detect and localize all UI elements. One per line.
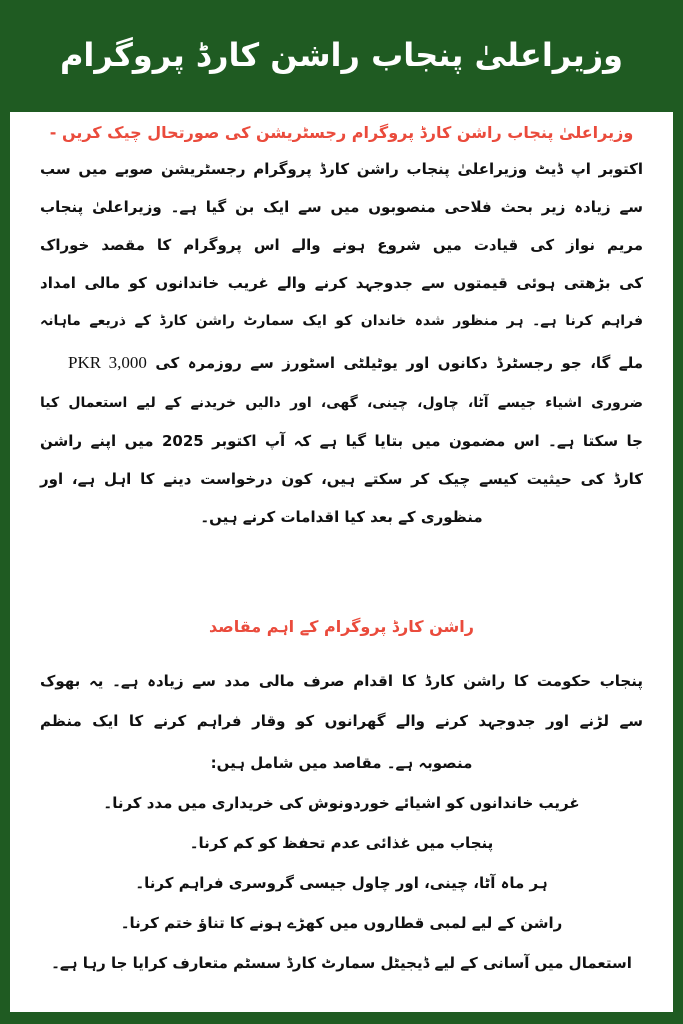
section-heading-objectives: راشن کارڈ پروگرام کے اہم مقاصد xyxy=(209,617,474,636)
objective-item: ہر ماہ آٹا، چینی، اور چاول جیسی گروسری فراہم کرنا۔ xyxy=(135,874,548,892)
monthly-amount: PKR 3,000 xyxy=(68,353,147,372)
paragraph-line: کی بڑھتی ہوئی قیمتوں سے جدوجہد کرنے والے غریب خاندانوں کو مالی امداد xyxy=(40,274,643,292)
paragraph-line: ضروری اشیاء جیسے آٹا، چاول، چینی، گھی، اور دالیں خریدنے کے لیے استعمال کیا xyxy=(40,395,643,411)
paragraph-line: منظوری کے بعد کیا اقدامات کرنے ہیں۔ xyxy=(200,508,483,526)
paragraph-line: منصوبہ ہے۔ مقاصد میں شامل ہیں: xyxy=(210,754,473,772)
paragraph-line: مریم نواز کی قیادت میں شروع ہونے والے اس پروگرام کا مقصد خوراک xyxy=(40,236,643,254)
section-heading-registration: وزیراعلیٰ پنجاب راشن کارڈ پروگرام رجسٹریشن کی صورتحال چیک کریں - xyxy=(49,123,634,142)
objective-item: پنجاب میں غذائی عدم تحفظ کو کم کرنا۔ xyxy=(189,834,494,852)
page-title: وزیراعلیٰ پنجاب راشن کارڈ پروگرام xyxy=(59,36,624,74)
objective-item: راشن کے لیے لمبی قطاروں میں کھڑے ہونے کا تناؤ ختم کرنا۔ xyxy=(120,914,563,932)
paragraph-line: اکتوبر اپ ڈیٹ وزیراعلیٰ پنجاب راشن کارڈ پروگرام رجسٹریشن صوبے میں سب xyxy=(40,160,643,178)
paragraph-text: ملے گا، جو رجسٹرڈ دکانوں اور یوٹیلٹی اسٹورز سے روزمرہ کی xyxy=(155,354,643,372)
paragraph-line xyxy=(68,348,643,378)
objective-item: غریب خاندانوں کو اشیائے خوردونوش کی خریداری میں مدد کرنا۔ xyxy=(103,794,580,812)
article-panel xyxy=(10,112,673,1012)
paragraph-line: فراہم کرنا ہے۔ ہر منظور شدہ خاندان کو ایک سمارٹ راشن کارڈ کے ذریعے ماہانہ xyxy=(40,313,643,329)
paragraph-line: کارڈ کی حیثیت کیسے چیک کر سکتے ہیں، کون درخواست دینے کا اہل ہے، اور xyxy=(40,470,643,488)
objective-item: استعمال میں آسانی کے لیے ڈیجیٹل سمارٹ کارڈ سسٹم متعارف کرایا جا رہا ہے۔ xyxy=(51,954,632,972)
paragraph-line: سے لڑنے اور جدوجہد کرنے والے گھرانوں کو وقار فراہم کرنے کا ایک منظم xyxy=(40,712,643,730)
title-banner xyxy=(0,0,683,110)
paragraph-line: جا سکتا ہے۔ اس مضمون میں بتایا گیا ہے کہ آپ اکتوبر 2025 میں اپنے راشن xyxy=(40,432,643,450)
paragraph-line: سے زیادہ زیر بحث فلاحی منصوبوں میں سے ایک بن گیا ہے۔ وزیراعلیٰ پنجاب xyxy=(40,198,643,216)
paragraph-line: پنجاب حکومت کا راشن کارڈ کا اقدام صرف مالی مدد سے زیادہ ہے۔ یہ بھوک xyxy=(40,672,643,690)
